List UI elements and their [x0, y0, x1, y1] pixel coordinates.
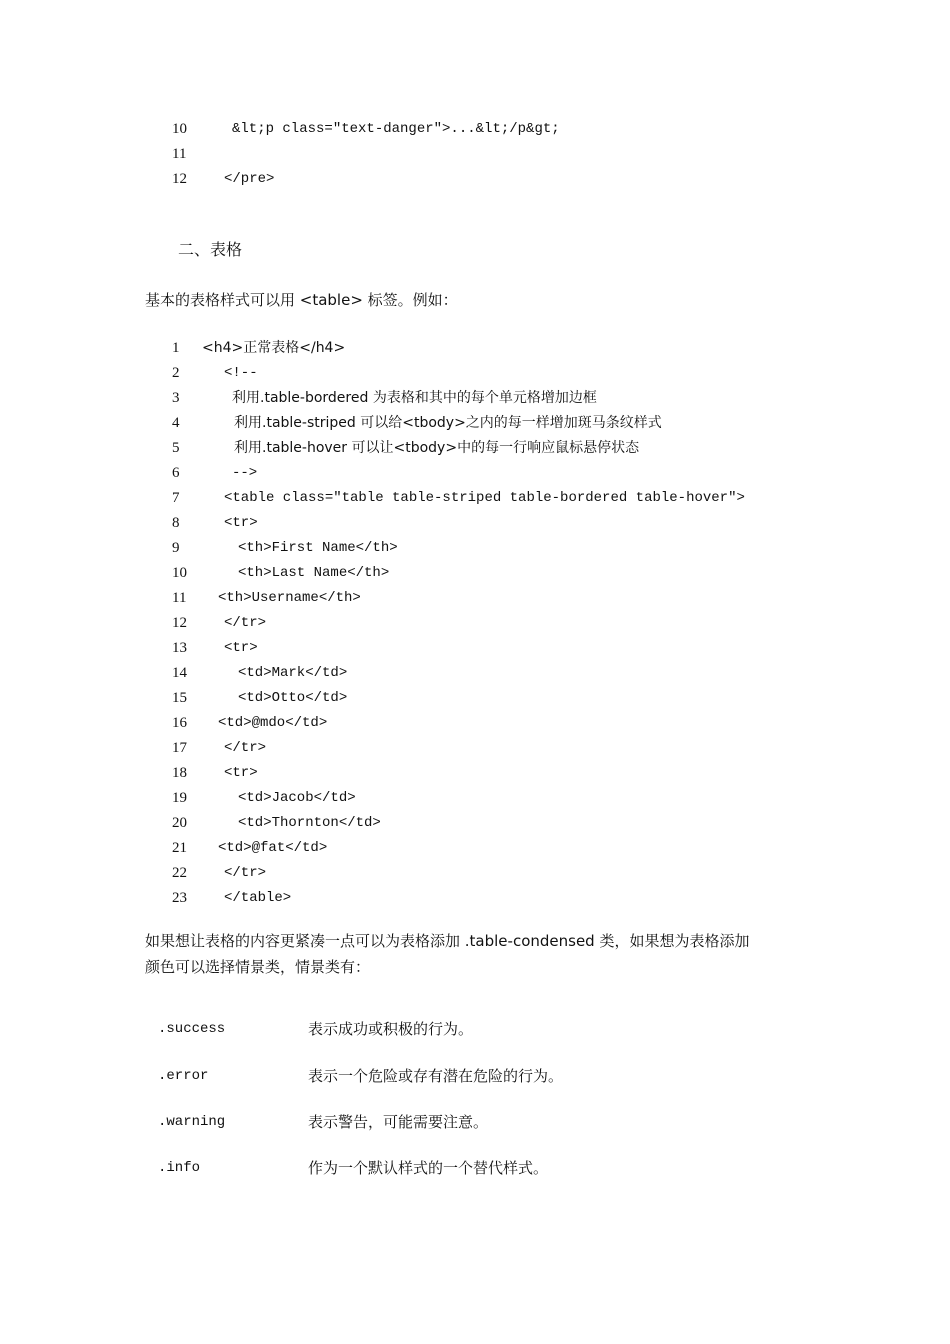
- code-text: </pre>: [224, 171, 275, 187]
- code-text: -->: [232, 465, 258, 481]
- line-number: 9: [172, 540, 180, 556]
- class-description: 表示一个危险或存有潜在危险的行为。: [308, 1067, 564, 1085]
- line-number: 7: [172, 490, 180, 506]
- code-line: [0, 761, 950, 786]
- code-line: [0, 836, 950, 861]
- code-line: [0, 686, 950, 711]
- code-text: 利用.table-hover 可以让<tbody>中的每一行响应鼠标悬停状态: [234, 440, 640, 456]
- code-text: <h4>正常表格</h4>: [202, 340, 346, 356]
- line-number: 3: [172, 390, 180, 406]
- code-line: [0, 361, 950, 386]
- class-description: 表示警告，可能需要注意。: [308, 1113, 489, 1131]
- code-text: 利用.table-striped 可以给<tbody>之内的每一样增加斑马条纹样式: [234, 415, 662, 431]
- line-number: 13: [172, 640, 187, 656]
- code-line: [0, 536, 950, 561]
- code-text: <td>Otto</td>: [238, 690, 348, 706]
- line-number: 15: [172, 690, 187, 706]
- line-number: 12: [172, 615, 187, 631]
- code-text: <th>Username</th>: [218, 590, 361, 606]
- line-number: 22: [172, 865, 187, 881]
- code-line: [0, 861, 950, 886]
- code-line: [0, 461, 950, 486]
- line-number: 11: [172, 590, 187, 606]
- code-text: </tr>: [224, 740, 267, 756]
- code-text: </tr>: [224, 615, 267, 631]
- line-number: 6: [172, 465, 180, 481]
- code-line: [0, 117, 950, 142]
- class-name: .warning: [158, 1114, 226, 1130]
- code-line: [0, 711, 950, 736]
- code-line: [0, 811, 950, 836]
- condensed-paragraph-line-2: 颜色可以选择情景类，情景类有：: [145, 958, 371, 976]
- line-number: 14: [172, 665, 187, 681]
- contextual-class-row: [158, 1063, 858, 1089]
- code-line: [0, 436, 950, 461]
- line-number: 19: [172, 790, 187, 806]
- line-number: 16: [172, 715, 187, 731]
- code-line: [0, 336, 950, 361]
- code-line: [0, 736, 950, 761]
- code-line: [0, 561, 950, 586]
- code-text: <th>First Name</th>: [238, 540, 398, 556]
- code-line: [0, 586, 950, 611]
- class-name: .error: [158, 1068, 209, 1084]
- line-number: 12: [172, 171, 187, 187]
- code-text: <td>Jacob</td>: [238, 790, 356, 806]
- code-text: </table>: [224, 890, 292, 906]
- code-text: &lt;p class="text-danger">...&lt;/p&gt;: [232, 121, 560, 137]
- code-line: [0, 886, 950, 911]
- code-line: [0, 411, 950, 436]
- code-text: <td>@fat</td>: [218, 840, 328, 856]
- code-text: <tr>: [224, 765, 258, 781]
- class-description: 表示成功或积极的行为。: [308, 1020, 474, 1038]
- line-number: 8: [172, 515, 180, 531]
- line-number: 20: [172, 815, 187, 831]
- code-line: [0, 636, 950, 661]
- code-text: <td>@mdo</td>: [218, 715, 328, 731]
- section-heading: 二、表格: [178, 240, 243, 259]
- code-line: [0, 611, 950, 636]
- line-number: 11: [172, 146, 187, 162]
- code-text: </tr>: [224, 865, 267, 881]
- code-text: <tr>: [224, 640, 258, 656]
- code-line: [0, 386, 950, 411]
- code-line: [0, 142, 950, 167]
- contextual-class-row: [158, 1155, 858, 1181]
- line-number: 2: [172, 365, 180, 381]
- contextual-class-row: [158, 1109, 858, 1135]
- intro-paragraph: 基本的表格样式可以用 <table> 标签。例如：: [145, 291, 458, 309]
- code-text: <table class="table table-striped table-bordered table-hover">: [224, 490, 745, 506]
- line-number: 10: [172, 565, 187, 581]
- line-number: 5: [172, 440, 180, 456]
- class-name: .success: [158, 1021, 226, 1037]
- code-text: <th>Last Name</th>: [238, 565, 390, 581]
- line-number: 4: [172, 415, 180, 431]
- condensed-paragraph-line-1: 如果想让表格的内容更紧凑一点可以为表格添加 .table-condensed 类，如果想为表格添加: [145, 932, 750, 950]
- line-number: 23: [172, 890, 187, 906]
- line-number: 10: [172, 121, 187, 137]
- code-text: <!--: [224, 365, 258, 381]
- code-line: [0, 661, 950, 686]
- class-description: 作为一个默认样式的一个替代样式。: [308, 1159, 549, 1177]
- code-line: [0, 786, 950, 811]
- line-number: 21: [172, 840, 187, 856]
- code-text: <td>Thornton</td>: [238, 815, 381, 831]
- code-text: <tr>: [224, 515, 258, 531]
- line-number: 1: [172, 340, 180, 356]
- code-text: <td>Mark</td>: [238, 665, 348, 681]
- code-line: [0, 511, 950, 536]
- line-number: 17: [172, 740, 187, 756]
- line-number: 18: [172, 765, 187, 781]
- code-line: [0, 167, 950, 192]
- code-text: 利用.table-bordered 为表格和其中的每个单元格增加边框: [232, 390, 597, 406]
- contextual-class-row: [158, 1016, 858, 1042]
- code-line: [0, 486, 950, 511]
- class-name: .info: [158, 1160, 201, 1176]
